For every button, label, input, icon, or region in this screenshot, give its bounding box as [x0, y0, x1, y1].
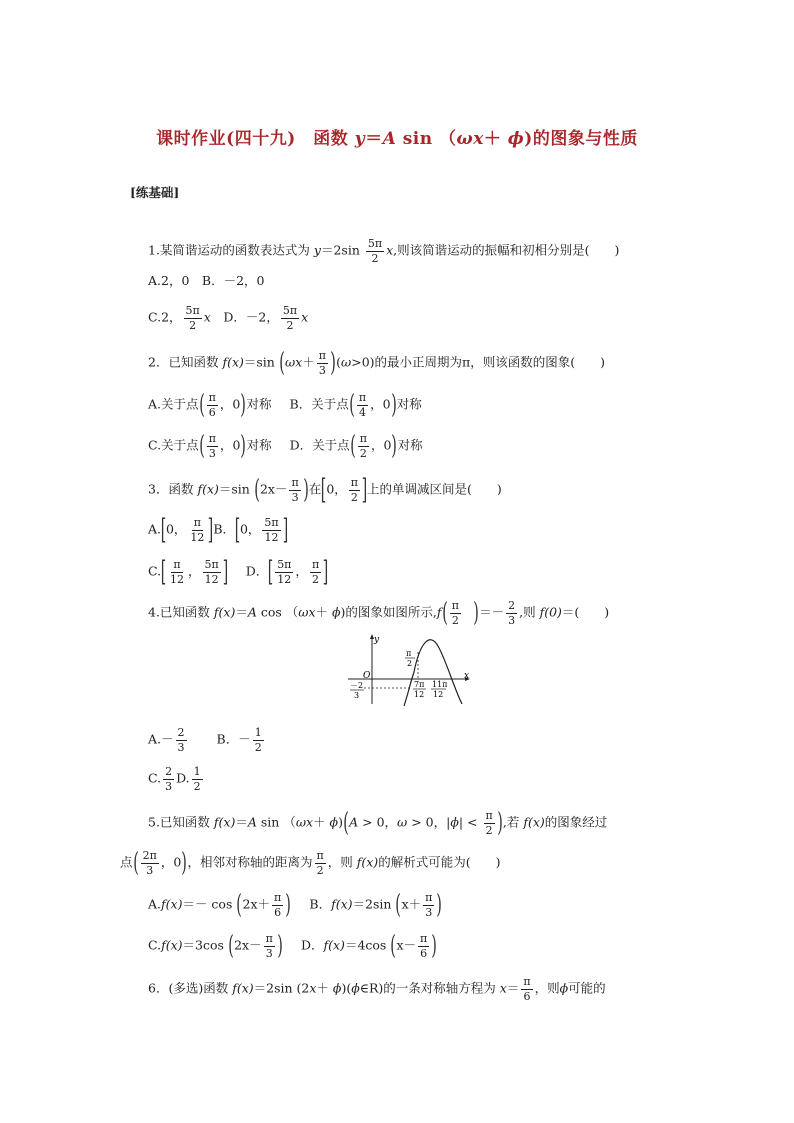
question-1-options-cd: C.2， $\frac{5\pi}{2}$ x D．－2， $\frac{5\pi}{2}$ x [148, 304, 309, 332]
tick-pi-den: 2 [407, 659, 413, 668]
fraction: $\frac{5\pi}{2}$ [367, 237, 383, 265]
question-6: 6．(多选)函数 f(x)＝2sin (2x＋ ϕ)(ϕ∈R)的一条对称轴方程为 x＝ $\frac{\pi}{6}$ ，则ϕ可能的 [148, 975, 606, 1003]
question-1-options-ab: A.2，0 B．－2，0 [148, 273, 265, 288]
question-5-options-cd: C.f(x)＝3cos (2x－ $\frac{\pi}{3}$ ) D．f(x)＝4cos (x－ $\frac{\pi}{6}$ ) [148, 931, 438, 962]
question-1: 1.某简谐运动的函数表达式为 y＝2sin $\frac{5\pi}{2}$ x,则该简谐运动的振幅和初相分别是( ) [148, 237, 620, 265]
question-2-options-cd: C.关于点( $\frac{\pi}{3}$ ，0)对称 D．关于点( $\frac{\pi}{2}$ ，0)对称 [148, 431, 423, 462]
tick-11pi-num: 11π [432, 680, 448, 689]
tick-pi-num: π [406, 649, 412, 658]
question-3-options-cd: C.[ $\frac{\pi}{12}$ ， $\frac{5\pi}{12}$ ] D．[ $\frac{5\pi}{12}$ ， $\frac{\pi}{2}$ ] [148, 555, 329, 588]
origin-label: O [363, 671, 371, 681]
section-heading: [练基础] [130, 185, 180, 200]
function-graph [344, 632, 474, 708]
question-2: 2．已知函数 f(x)＝sin (ωx＋ $\frac{\pi}{3}$ )(ω>0)的最小正周期为π，则该函数的图象( ) [148, 348, 605, 379]
tick-neg2-den: 3 [354, 691, 360, 700]
question-5-options-ab: A.f(x)＝－ cos (2x＋ $\frac{\pi}{6}$ ) B．f(x)＝2sin (x＋ $\frac{\pi}{3}$ ) [148, 890, 443, 921]
question-5-line-2: 点( $\frac{2\pi}{3}$ ，0)，相邻对称轴的距离为 $\frac{\pi}{2}$ ，则 f(x)的解析式可能为( ) [120, 848, 501, 879]
tick-7pi-num: 7π [414, 680, 425, 689]
question-2-options-ab: A.关于点( $\frac{\pi}{6}$ ，0)对称 B．关于点( $\frac{\pi}{4}$ ，0)对称 [148, 390, 422, 421]
question-5: 5.已知函数 f(x)＝A sin （ωx＋ ϕ)(A > 0，ω > 0，|ϕ| < $\frac{\pi}{2}$ ),若 f(x)的图象经过 [148, 808, 608, 839]
x-axis-label: x [464, 671, 470, 681]
question-3: 3．函数 f(x)＝sin (2x－ $\frac{\pi}{3}$ )在[0， $\frac{\pi}{2}$ ]上的单调减区间是( ) [148, 473, 502, 506]
question-4: 4.已知函数 f(x)＝A cos （ωx＋ ϕ)的图象如图所示,f( $\frac{\pi}{2}$ )＝－ $\frac{2}{3}$ ,则 f(0)＝( ) [148, 598, 610, 629]
tick-11pi-den: 12 [433, 690, 444, 699]
y-axis-label: y [374, 635, 380, 645]
question-4-options-ab: A.－ $\frac{2}{3}$ B．－ $\frac{1}{2}$ [148, 726, 262, 754]
question-3-options-ab: A.[0， $\frac{\pi}{12}$ ]B．[0， $\frac{5\pi}{12}$ ] [148, 513, 288, 546]
tick-neg2-num: －2 [350, 681, 364, 690]
page-title: 课时作业(四十九) 函数 y＝A sin （ωx＋ ϕ)的图象与性质 [156, 129, 638, 149]
tick-7pi-den: 12 [414, 690, 425, 699]
question-4-options-cd: C. $\frac{2}{3}$ D. $\frac{1}{2}$ [148, 765, 201, 793]
